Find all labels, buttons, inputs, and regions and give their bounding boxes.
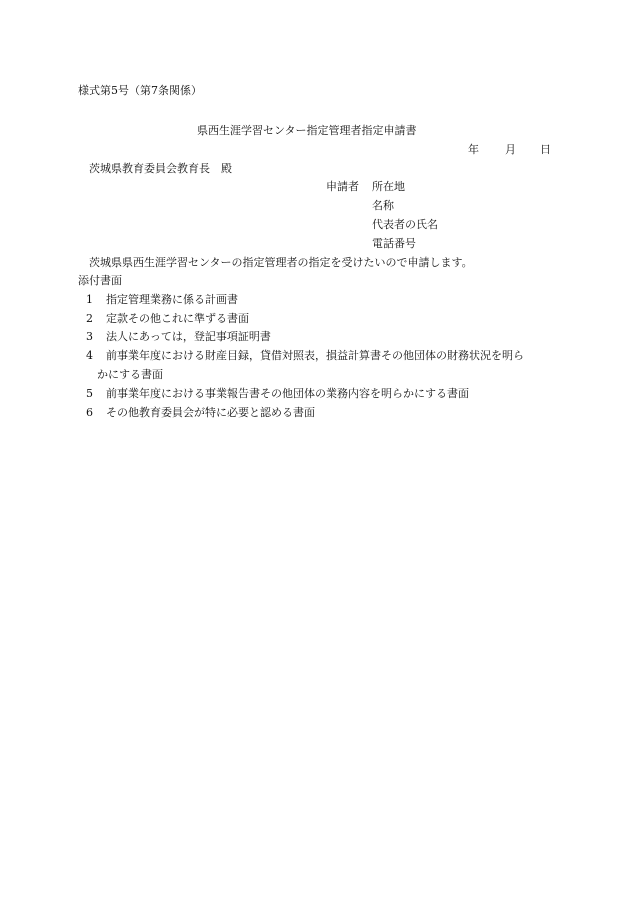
- form-id: 様式第5号（第7条関係）: [78, 84, 202, 97]
- applicant-address-label: 所在地: [372, 180, 405, 193]
- document-title: 県西生涯学習センター指定管理者指定申請書: [197, 124, 417, 137]
- application-statement: 茨城県県西生涯学習センターの指定管理者の指定を受けたいので申請します。: [89, 256, 473, 269]
- applicant-label: 申請者: [326, 180, 359, 193]
- addressee: 茨城県教育委員会教育長 殿: [89, 162, 232, 175]
- attachment-text: 指定管理業務に係る計画書: [106, 293, 238, 306]
- attachments-heading: 添付書面: [78, 274, 122, 287]
- date-day-label: 日: [540, 143, 551, 156]
- attachment-number: 4: [86, 349, 93, 362]
- attachment-number: 1: [86, 293, 93, 306]
- attachment-text: 前事業年度における事業報告書その他団体の業務内容を明らかにする書面: [106, 387, 469, 400]
- date-year-label: 年: [468, 143, 479, 156]
- attachment-number: 6: [86, 406, 93, 419]
- applicant-phone-label: 電話番号: [372, 237, 416, 250]
- attachment-text: 前事業年度における財産目録，貸借対照表，損益計算書その他団体の財務状況を明ら: [106, 349, 524, 362]
- attachment-text-continuation: かにする書面: [97, 368, 163, 381]
- date-month-label: 月: [505, 143, 516, 156]
- attachment-text: 法人にあっては，登記事項証明書: [106, 330, 271, 343]
- attachment-number: 5: [86, 387, 93, 400]
- attachment-number: 2: [86, 312, 93, 325]
- attachment-text: 定款その他これに準ずる書面: [106, 312, 249, 325]
- attachment-text: その他教育委員会が特に必要と認める書面: [106, 406, 315, 419]
- applicant-representative-label: 代表者の氏名: [372, 218, 438, 231]
- applicant-name-label: 名称: [372, 199, 394, 212]
- attachment-number: 3: [86, 330, 93, 343]
